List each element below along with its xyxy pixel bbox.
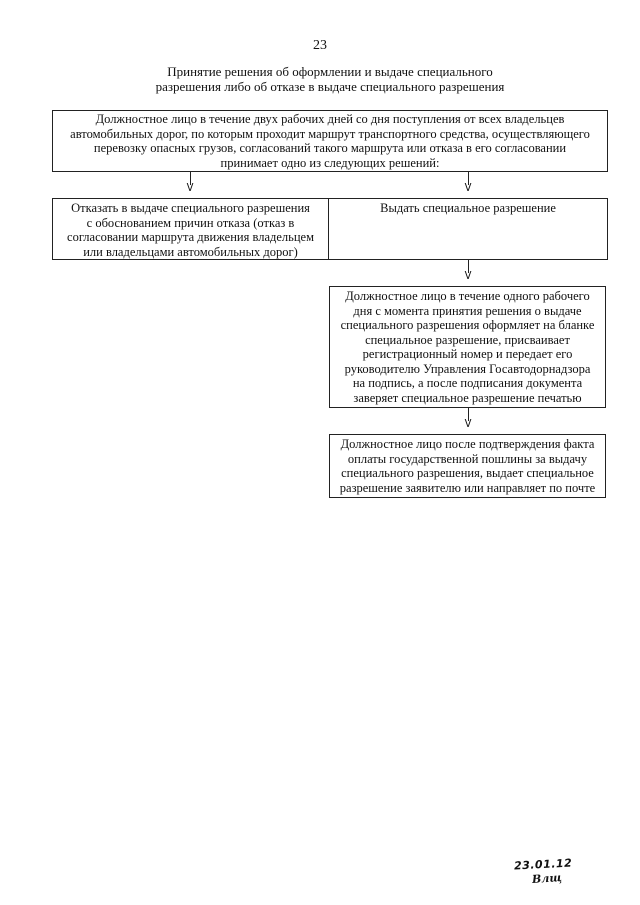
prepare-line-6: руководителю Управления Госавтодорнадзора <box>344 361 591 376</box>
refuse-line-4: или владельцами автомобильных дорог) <box>83 244 298 259</box>
arrow-down-icon: V <box>464 270 472 283</box>
prepare-line-3: специального разрешения оформляет на бланке <box>340 318 595 332</box>
signature-date: 23.01.12 <box>513 856 573 873</box>
deliver-line-4: разрешение заявителю или направляет по почте <box>339 480 596 495</box>
signature-initials: Влщ <box>531 870 563 887</box>
decision-line-2: автомобильных дорог, по которым проходит маршрут транспортного средства, осуществляющего <box>70 126 590 141</box>
prepare-line-5: регистрационный номер и передает его <box>362 347 573 361</box>
page-number: 23 <box>313 38 327 53</box>
decision-box <box>52 110 608 172</box>
page-title <box>120 64 540 94</box>
deliver-permit-box <box>329 434 606 498</box>
prepare-line-4: специальное разрешение, присваивает <box>365 332 570 347</box>
prepare-line-2: дня с момента принятия решения о выдаче <box>353 303 582 318</box>
decision-line-1: Должностное лицо в течение двух рабочих дней со дня поступления от всех владельцев <box>95 112 565 126</box>
arrow-down-icon: V <box>186 182 194 195</box>
title-line-2: разрешения либо об отказе в выдаче специального разрешения <box>155 79 505 94</box>
arrow-down-icon: V <box>464 418 472 431</box>
issue-line-1: Выдать специальное разрешение <box>380 201 556 215</box>
decision-line-3: перевозку опасных грузов, согласований такого маршрута или отказа в его согласовании <box>93 141 567 155</box>
deliver-line-2: оплаты государственной пошлины за выдачу <box>347 451 588 466</box>
decision-line-4: принимает одно из следующих решений: <box>220 155 440 170</box>
prepare-line-1: Должностное лицо в течение одного рабочего <box>345 289 590 303</box>
refuse-permit-box <box>52 198 329 260</box>
deliver-line-3: специального разрешения, выдает специальное <box>341 466 594 480</box>
refuse-line-1: Отказать в выдаче специального разрешения <box>71 201 310 215</box>
refuse-line-3: согласовании маршрута движения владельцем <box>67 230 314 244</box>
arrow-down-icon: V <box>464 182 472 195</box>
prepare-permit-box <box>329 286 606 408</box>
refuse-line-2: с обоснованием причин отказа (отказ в <box>86 215 295 230</box>
issue-permit-box <box>328 198 608 260</box>
prepare-line-8: заверяет специальное разрешение печатью <box>353 390 582 405</box>
title-line-1: Принятие решения об оформлении и выдаче специального <box>167 64 493 79</box>
deliver-line-1: Должностное лицо после подтверждения факта <box>340 437 595 451</box>
prepare-line-7: на подпись, а после подписания документа <box>352 376 583 390</box>
